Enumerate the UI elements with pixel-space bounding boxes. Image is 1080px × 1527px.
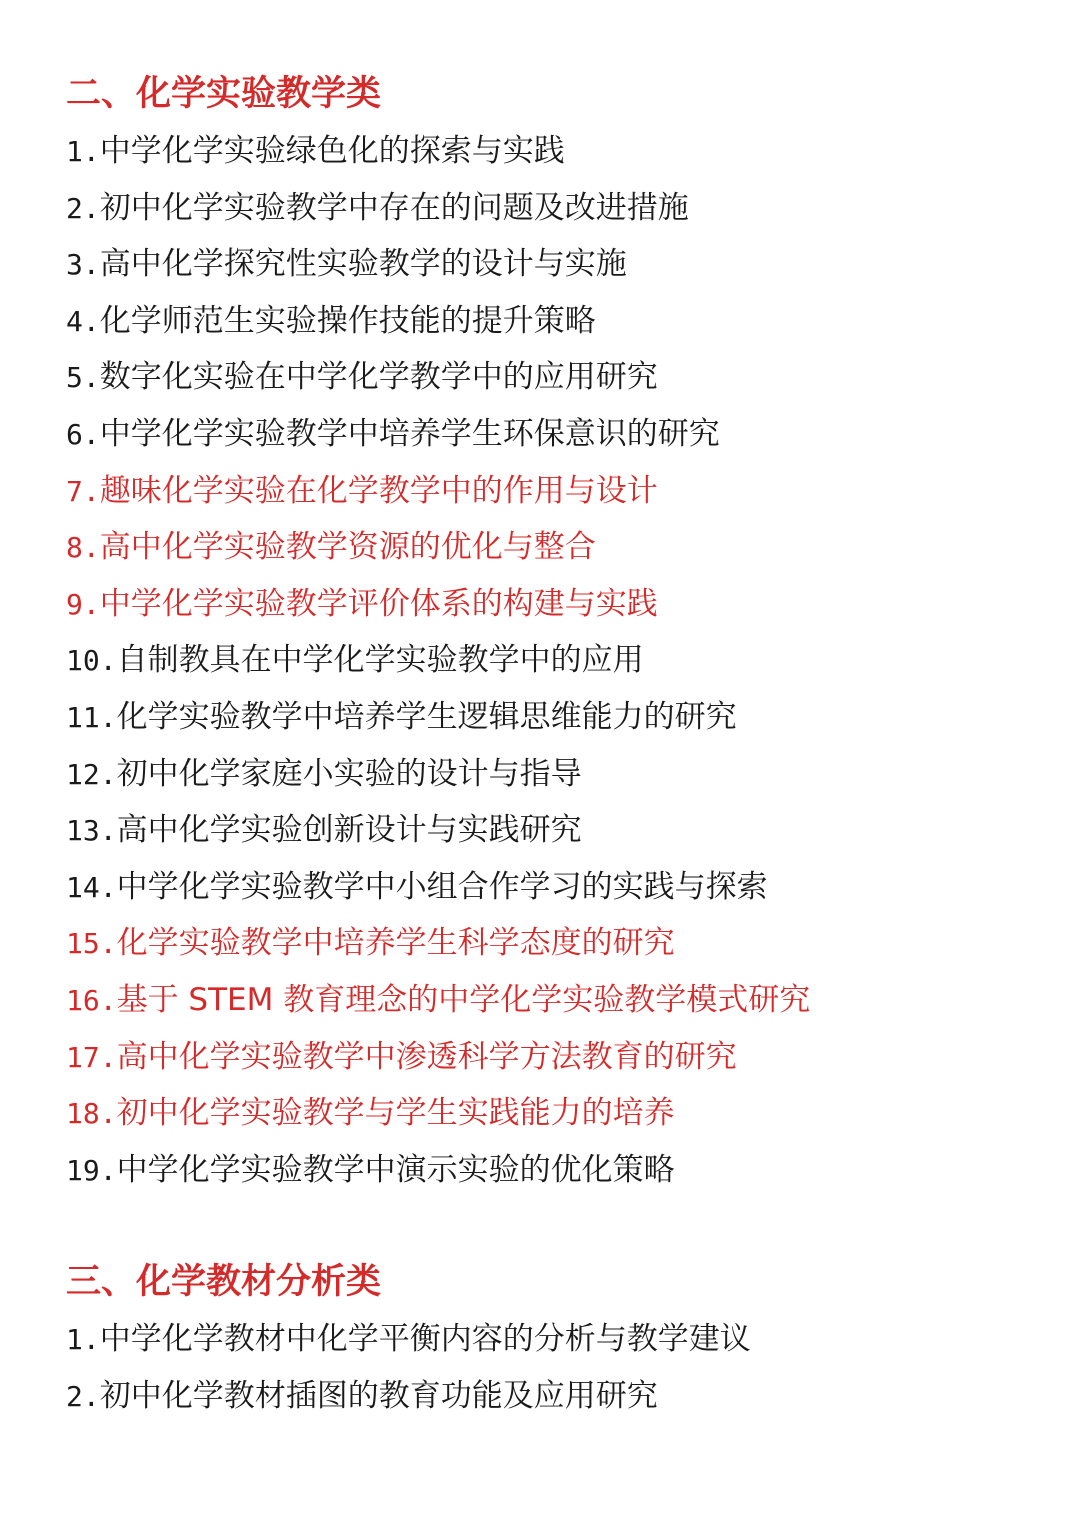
item-number: 12. — [66, 757, 117, 791]
item-number: 6. — [66, 417, 100, 451]
item-number: 3. — [66, 248, 100, 282]
list-item — [66, 1029, 1026, 1086]
item-number: 10. — [66, 644, 117, 678]
item-text: 自制教具在中学化学实验教学中的应用 — [116, 642, 644, 679]
item-number: 16. — [66, 983, 117, 1017]
item-number: 2. — [66, 191, 100, 225]
item-text: 初中化学实验教学与学生实践能力的培养 — [116, 1095, 675, 1132]
list-item — [66, 689, 1026, 746]
item-number: 17. — [66, 1040, 117, 1074]
item-number: 5. — [66, 361, 100, 395]
item-text: 中学化学实验教学评价体系的构建与实践 — [99, 585, 658, 622]
item-number: 13. — [66, 814, 117, 848]
item-text: 中学化学实验绿色化的探索与实践 — [99, 133, 565, 169]
list-item — [66, 972, 1026, 1029]
list-item — [66, 293, 1026, 350]
item-number: 1. — [66, 1323, 100, 1356]
list-item — [66, 632, 1026, 689]
item-text: 中学化学实验教学中演示实验的优化策略 — [116, 1151, 675, 1188]
topic-list — [66, 123, 1026, 1198]
item-number: 1. — [66, 135, 100, 168]
item-text: 初中化学实验教学中存在的问题及改进措施 — [99, 189, 689, 226]
item-number: 4. — [66, 304, 100, 338]
list-item — [66, 519, 1026, 576]
item-number: 11. — [66, 700, 117, 734]
list-item — [66, 1142, 1026, 1199]
list-item — [66, 859, 1026, 916]
item-text: 中学化学实验教学中小组合作学习的实践与探索 — [116, 868, 768, 905]
section-textbook-analysis — [66, 1258, 1026, 1424]
item-text: 基于 STEM 教育理念的中学化学实验教学模式研究 — [116, 981, 811, 1018]
list-item — [66, 1368, 1026, 1425]
item-text: 化学实验教学中培养学生科学态度的研究 — [116, 925, 675, 962]
item-text: 高中化学实验教学中渗透科学方法教育的研究 — [116, 1038, 737, 1075]
list-item — [66, 349, 1026, 406]
list-item — [66, 915, 1026, 972]
list-item — [66, 236, 1026, 293]
list-item — [66, 1311, 1026, 1368]
item-number: 8. — [66, 531, 100, 565]
item-text: 趣味化学实验在化学教学中的作用与设计 — [99, 472, 658, 509]
list-item — [66, 1085, 1026, 1142]
item-number: 2. — [66, 1379, 100, 1413]
item-text: 初中化学家庭小实验的设计与指导 — [116, 755, 582, 792]
item-number: 9. — [66, 587, 100, 621]
section-heading: 二、化学实验教学类 — [66, 74, 382, 114]
item-number: 14. — [66, 870, 117, 904]
item-text: 中学化学实验教学中培养学生环保意识的研究 — [99, 415, 720, 452]
section-experiment-teaching — [66, 70, 1026, 1198]
list-item — [66, 180, 1026, 237]
item-text: 化学师范生实验操作技能的提升策略 — [99, 302, 596, 339]
item-number: 18. — [66, 1097, 117, 1131]
item-text: 化学实验教学中培养学生逻辑思维能力的研究 — [116, 698, 737, 735]
topic-list — [66, 1311, 1026, 1424]
item-text: 初中化学教材插图的教育功能及应用研究 — [99, 1377, 658, 1414]
item-number: 15. — [66, 927, 117, 961]
item-text: 高中化学实验教学资源的优化与整合 — [99, 529, 596, 566]
item-number: 7. — [66, 474, 100, 508]
list-item — [66, 802, 1026, 859]
item-text: 数字化实验在中学化学教学中的应用研究 — [99, 359, 658, 396]
item-text: 高中化学探究性实验教学的设计与实施 — [99, 246, 627, 283]
item-number: 19. — [66, 1153, 117, 1187]
list-item — [66, 123, 1026, 180]
item-text: 中学化学教材中化学平衡内容的分析与教学建议 — [99, 1321, 751, 1357]
list-item — [66, 406, 1026, 463]
item-text: 高中化学实验创新设计与实践研究 — [116, 812, 582, 849]
list-item — [66, 576, 1026, 633]
list-item — [66, 746, 1026, 803]
section-heading: 三、化学教材分析类 — [66, 1262, 382, 1302]
list-item — [66, 463, 1026, 520]
